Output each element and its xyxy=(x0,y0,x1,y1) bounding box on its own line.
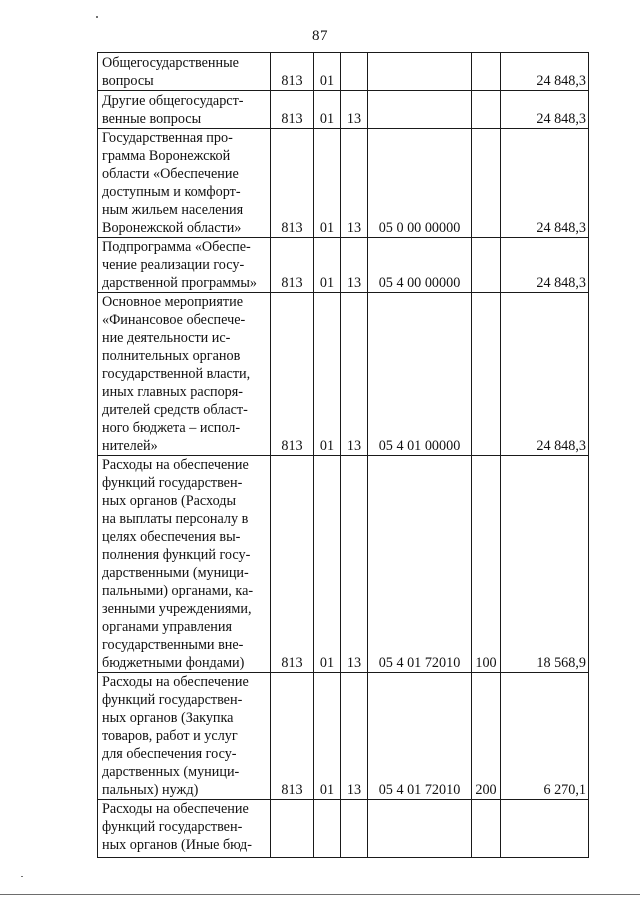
item-name-cell: Расходы на обеспечение функций государствен- ных органов (Расходы на выплаты персоналу в целях обеспечения вы- полнения функций госу- дарственными (муници- пальными) органами, ка- зенными учреждениями, органами управления государственными вне- бюджетными фондами) xyxy=(98,456,271,673)
gr-code-cell: 813 xyxy=(271,91,314,129)
rz-code-cell: 01 xyxy=(314,129,341,238)
pr-code-cell: 13 xyxy=(341,238,368,293)
csr-code-cell: 05 4 01 00000 xyxy=(368,293,472,456)
pr-code-cell xyxy=(341,53,368,91)
amount-cell: 18 568,9 xyxy=(501,456,589,673)
rz-code-cell: 01 xyxy=(314,53,341,91)
amount-cell xyxy=(501,800,589,858)
table-row xyxy=(98,53,589,91)
vr-code-cell xyxy=(472,53,501,91)
table-row xyxy=(98,129,589,238)
vr-code-cell xyxy=(472,91,501,129)
gr-code-cell: 813 xyxy=(271,238,314,293)
item-name-cell: Общегосударственные вопросы xyxy=(98,53,271,91)
amount-cell: 24 848,3 xyxy=(501,53,589,91)
vr-code-cell xyxy=(472,800,501,858)
item-name-cell: Основное мероприятие «Финансовое обеспече- ние деятельности ис- полнительных органов государственной власти, иных главных распоря- дителей средств област- ного бюджета – испол- нителей» xyxy=(98,293,271,456)
gr-code-cell xyxy=(271,800,314,858)
rz-code-cell: 01 xyxy=(314,91,341,129)
scan-speck xyxy=(21,876,23,877)
pr-code-cell xyxy=(341,800,368,858)
gr-code-cell: 813 xyxy=(271,293,314,456)
table-row xyxy=(98,91,589,129)
vr-code-cell: 100 xyxy=(472,456,501,673)
csr-code-cell: 05 4 01 72010 xyxy=(368,673,472,800)
rz-code-cell xyxy=(314,800,341,858)
gr-code-cell: 813 xyxy=(271,456,314,673)
vr-code-cell xyxy=(472,238,501,293)
csr-code-cell: 05 0 00 00000 xyxy=(368,129,472,238)
csr-code-cell xyxy=(368,800,472,858)
table-row xyxy=(98,673,589,800)
amount-cell: 24 848,3 xyxy=(501,129,589,238)
scan-speck xyxy=(96,16,98,18)
budget-table xyxy=(97,52,589,858)
amount-cell: 24 848,3 xyxy=(501,238,589,293)
gr-code-cell: 813 xyxy=(271,129,314,238)
pr-code-cell: 13 xyxy=(341,456,368,673)
pr-code-cell: 13 xyxy=(341,673,368,800)
csr-code-cell xyxy=(368,91,472,129)
rz-code-cell: 01 xyxy=(314,673,341,800)
table-row xyxy=(98,238,589,293)
item-name-cell: Государственная про- грамма Воронежской области «Обеспечение доступным и комфорт- ным жильем населения Воронежской области» xyxy=(98,129,271,238)
table-row xyxy=(98,293,589,456)
amount-cell: 24 848,3 xyxy=(501,293,589,456)
vr-code-cell xyxy=(472,293,501,456)
csr-code-cell xyxy=(368,53,472,91)
vr-code-cell xyxy=(472,129,501,238)
pr-code-cell: 13 xyxy=(341,91,368,129)
pr-code-cell: 13 xyxy=(341,129,368,238)
vr-code-cell: 200 xyxy=(472,673,501,800)
table-row xyxy=(98,800,589,858)
amount-cell: 24 848,3 xyxy=(501,91,589,129)
csr-code-cell: 05 4 00 00000 xyxy=(368,238,472,293)
budget-table-body xyxy=(98,53,589,858)
page-number: 87 xyxy=(312,28,328,44)
table-row xyxy=(98,456,589,673)
gr-code-cell: 813 xyxy=(271,53,314,91)
item-name-cell: Расходы на обеспечение функций государствен- ных органов (Закупка товаров, работ и услуг для обеспечения госу- дарственных (муници- пальных) нужд) xyxy=(98,673,271,800)
rz-code-cell: 01 xyxy=(314,293,341,456)
item-name-cell: Расходы на обеспечение функций государствен- ных органов (Иные бюд- xyxy=(98,800,271,858)
page-bottom-edge xyxy=(0,894,640,895)
gr-code-cell: 813 xyxy=(271,673,314,800)
csr-code-cell: 05 4 01 72010 xyxy=(368,456,472,673)
pr-code-cell: 13 xyxy=(341,293,368,456)
amount-cell: 6 270,1 xyxy=(501,673,589,800)
item-name-cell: Другие общегосударст- венные вопросы xyxy=(98,91,271,129)
rz-code-cell: 01 xyxy=(314,238,341,293)
rz-code-cell: 01 xyxy=(314,456,341,673)
item-name-cell: Подпрограмма «Обеспе- чение реализации госу- дарственной программы» xyxy=(98,238,271,293)
